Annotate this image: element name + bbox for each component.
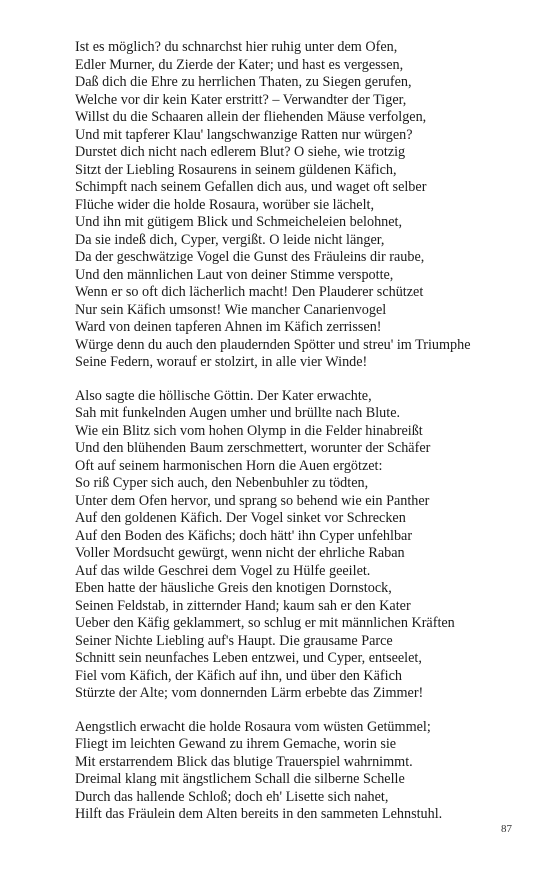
verse-line: Aengstlich erwacht die holde Rosaura vom wüsten Getümmel; bbox=[75, 718, 431, 735]
verse-line: Welche vor dir kein Kater erstritt? – Verwandter der Tiger, bbox=[75, 91, 407, 108]
verse-line: Edler Murner, du Zierde der Kater; und hast es vergessen, bbox=[75, 56, 404, 73]
verse-line: Flüche wider die holde Rosaura, worüber sie lächelt, bbox=[75, 196, 375, 213]
verse-line: Sitzt der Liebling Rosaurens in seinem güldenen Käfich, bbox=[75, 161, 397, 178]
verse-line: Auf den goldenen Käfich. Der Vogel sinket vor Schrecken bbox=[75, 510, 406, 526]
verse-line: Wenn er so oft dich lächerlich macht! Den Plauderer schützet bbox=[75, 284, 424, 300]
verse-line: Fliegt im leichten Gewand zu ihrem Gemache, worin sie bbox=[75, 736, 397, 752]
verse-line: Schimpft nach seinem Gefallen dich aus, und waget oft selber bbox=[75, 179, 427, 195]
stanza-3 bbox=[75, 719, 535, 824]
verse-line: Eben hatte der häusliche Greis den knotigen Dornstock, bbox=[75, 580, 392, 596]
verse-line: Stürzte der Alte; vom donnernden Lärm erbebte das Zimmer! bbox=[75, 685, 424, 701]
verse-line: Nur sein Käfich umsonst! Wie mancher Canarienvogel bbox=[75, 301, 387, 318]
verse-line: Hilft das Fräulein dem Alten bereits in den sammeten Lehnstuhl. bbox=[75, 806, 443, 822]
verse-line: Und den blühenden Baum zerschmettert, worunter der Schäfer bbox=[75, 440, 431, 456]
verse-line: Willst du die Schaaren allein der fliehenden Mäuse verfolgen, bbox=[75, 109, 427, 125]
verse-line: Voller Mordsucht gewürgt, wenn nicht der ehrliche Raban bbox=[75, 545, 405, 561]
verse-line: Sah mit funkelnden Augen umher und brüllte nach Blute. bbox=[75, 405, 401, 421]
verse-line: Ueber den Käfig geklammert, so schlug er mit männlichen Kräften bbox=[75, 615, 455, 631]
page-number: 87 bbox=[501, 823, 512, 835]
verse-line: Durch das hallende Schloß; doch eh' Lisette sich nahet, bbox=[75, 788, 389, 805]
verse-line: Also sagte die höllische Göttin. Der Kater erwachte, bbox=[75, 387, 372, 404]
verse-line: Da der geschwätzige Vogel die Gunst des Fräuleins dir raube, bbox=[75, 249, 425, 265]
verse-line: Unter dem Ofen hervor, und sprang so behend wie ein Panther bbox=[75, 492, 430, 509]
verse-line: Wie ein Blitz sich vom hohen Olymp in die Felder hinabreißt bbox=[75, 422, 423, 439]
verse-line: Seine Federn, worauf er stolzirt, in alle vier Winde! bbox=[75, 354, 368, 370]
verse-line: Auf den Boden des Käfichs; doch hätt' ihn Cyper unfehlbar bbox=[75, 527, 413, 544]
verse-line: Ward von deinen tapferen Ahnen im Käfich zerrissen! bbox=[75, 319, 382, 335]
verse-line: Dreimal klang mit ängstlichem Schall die silberne Schelle bbox=[75, 771, 405, 787]
verse-line: Oft auf seinem harmonischen Horn die Auen ergötzet: bbox=[75, 457, 383, 474]
verse-line: Würge denn du auch den plaudernden Spötter und streu' im Triumphe bbox=[75, 336, 471, 353]
verse-line: Seinen Feldstab, in zitternder Hand; kaum sah er den Kater bbox=[75, 597, 411, 614]
verse-line: Da sie indeß dich, Cyper, vergißt. O leide nicht länger, bbox=[75, 231, 385, 248]
verse-line: Ist es möglich? du schnarchst hier ruhig unter dem Ofen, bbox=[75, 39, 398, 55]
verse-line: Daß dich die Ehre zu herrlichen Thaten, zu Siegen gerufen, bbox=[75, 74, 412, 90]
verse-line: Mit erstarrendem Blick das blutige Trauerspiel wahrnimmt. bbox=[75, 753, 413, 770]
verse-line: Und den männlichen Laut von deiner Stimme verspotte, bbox=[75, 266, 394, 283]
verse-line: Und ihn mit gütigem Blick und Schmeicheleien belohnet, bbox=[75, 214, 403, 230]
stanza-2 bbox=[75, 388, 535, 703]
stanza-1 bbox=[75, 39, 535, 372]
verse-line: Und mit tapferer Klau' langschwanzige Ratten nur würgen? bbox=[75, 126, 413, 143]
poem-text bbox=[75, 39, 535, 840]
verse-line: Seiner Nichte Liebling auf's Haupt. Die grausame Parce bbox=[75, 632, 393, 649]
verse-line: Durstet dich nicht nach edlerem Blut? O siehe, wie trotzig bbox=[75, 144, 406, 160]
verse-line: Schnitt sein neunfaches Leben entzwei, und Cyper, entseelet, bbox=[75, 650, 422, 666]
verse-line: Auf das wilde Geschrei dem Vogel zu Hülfe geeilet. bbox=[75, 562, 371, 579]
verse-line: So riß Cyper sich auch, den Nebenbuhler zu tödten, bbox=[75, 475, 369, 491]
verse-line: Fiel vom Käfich, der Käfich auf ihn, und über den Käfich bbox=[75, 667, 402, 684]
